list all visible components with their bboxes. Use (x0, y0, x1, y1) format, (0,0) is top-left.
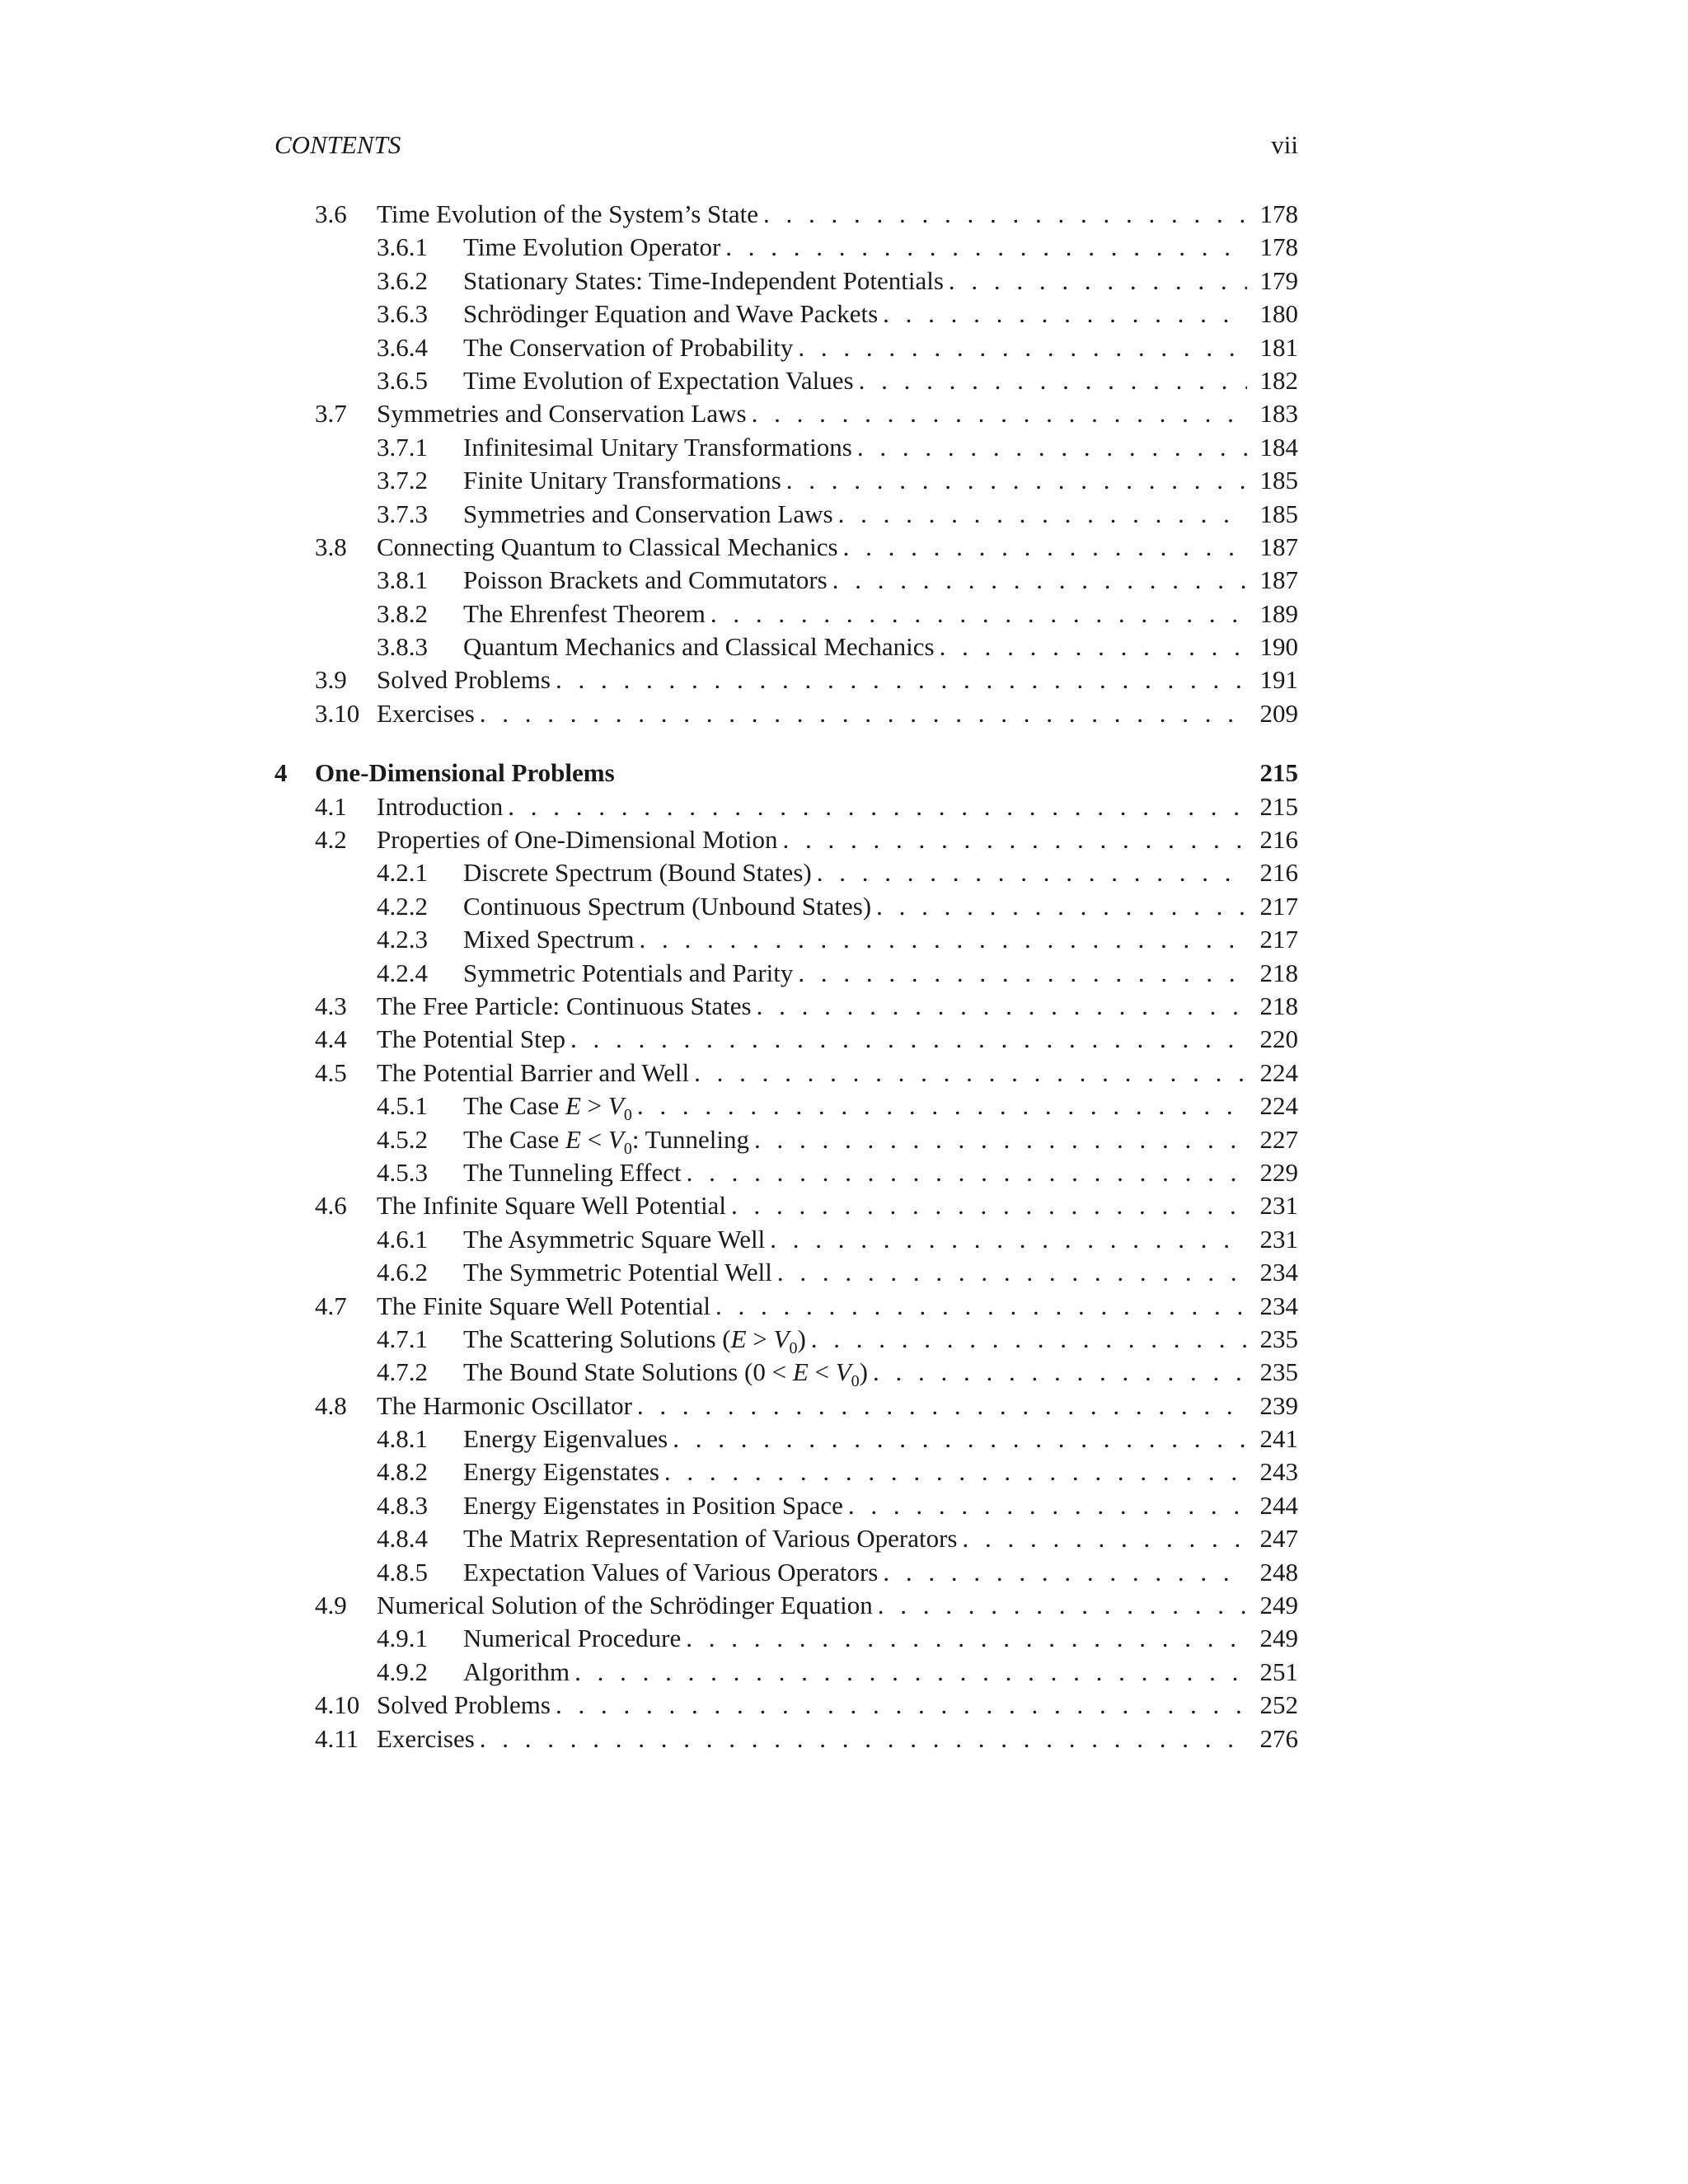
entry-number: 4.11 (315, 1723, 359, 1753)
entry-title (377, 697, 1247, 730)
toc-entry[interactable] (274, 856, 1298, 889)
table-of-contents (274, 198, 1298, 1755)
entry-page: 243 (1259, 1457, 1298, 1487)
entry-title (463, 630, 1247, 663)
entry-title-text: Exercises (377, 699, 480, 728)
entry-title (315, 757, 1247, 790)
toc-entry[interactable] (274, 1223, 1298, 1256)
entry-number: 4.9.1 (377, 1624, 428, 1653)
entry-title-text: The Potential Barrier and Well (377, 1058, 694, 1087)
entry-page: 235 (1259, 1324, 1298, 1353)
entry-title-text: Connecting Quantum to Classical Mechanics (377, 532, 843, 561)
entry-number: 4.7.2 (377, 1357, 428, 1387)
entry-title (463, 431, 1247, 464)
entry-title (463, 1256, 1247, 1289)
entry-page: 185 (1259, 499, 1298, 528)
entry-title-text: Infinitesimal Unitary Transformations (463, 433, 857, 462)
entry-title-text: Symmetries and Conservation Laws (463, 499, 838, 528)
entry-page: 182 (1259, 365, 1298, 395)
toc-entry[interactable] (274, 464, 1298, 497)
entry-page: 234 (1259, 1291, 1298, 1320)
toc-entry[interactable] (274, 1390, 1298, 1422)
entry-title-text: Symmetric Potentials and Parity (463, 958, 798, 987)
entry-title (377, 1722, 1247, 1755)
entry-page: 184 (1259, 432, 1298, 462)
entry-number: 4.3 (315, 991, 347, 1020)
entry-title (377, 1390, 1247, 1422)
entry-title-text: Time Evolution Operator (463, 232, 725, 261)
entry-number: 4.2.2 (377, 891, 428, 921)
entry-number: 3.9 (315, 665, 347, 695)
entry-page: 220 (1259, 1024, 1298, 1054)
entry-title-text: Solved Problems (377, 665, 556, 694)
entry-title (463, 298, 1247, 330)
entry-title (377, 823, 1247, 856)
running-title: CONTENTS (274, 130, 401, 159)
entry-page: 181 (1259, 332, 1298, 362)
entry-title-text: Symmetries and Conservation Laws (377, 399, 752, 428)
toc-entry[interactable] (274, 498, 1298, 531)
entry-number: 3.7 (315, 399, 347, 429)
entry-page: 229 (1259, 1157, 1298, 1187)
entry-title-text: The Free Particle: Continuous States (377, 991, 757, 1020)
entry-title-text: Time Evolution of the System’s State (377, 199, 763, 228)
entry-page: 190 (1259, 632, 1298, 662)
toc-entry[interactable] (274, 1622, 1298, 1655)
entry-number: 3.8 (315, 532, 347, 561)
entry-title-text: Expectation Values of Various Operators (463, 1558, 883, 1586)
entry-number: 3.6 (315, 199, 347, 228)
toc-entry[interactable] (274, 697, 1298, 730)
toc-entry[interactable] (274, 1455, 1298, 1488)
entry-title-text: The Harmonic Oscillator (377, 1391, 637, 1420)
toc-entry[interactable] (274, 564, 1298, 597)
entry-page: 276 (1259, 1723, 1298, 1753)
toc-entry[interactable] (274, 364, 1298, 397)
entry-title (377, 531, 1247, 564)
entry-number: 3.10 (315, 698, 360, 728)
entry-page: 209 (1259, 698, 1298, 728)
entry-number: 3.6.5 (377, 365, 428, 395)
toc-entry[interactable] (274, 198, 1298, 231)
entry-title-text: The Case $E > V_0$ (463, 1091, 637, 1120)
entry-title-text: Poisson Brackets and Commutators (463, 565, 832, 594)
entry-title-text: Schrödinger Equation and Wave Packets (463, 299, 883, 328)
entry-number: 4.10 (315, 1690, 360, 1720)
toc-entry[interactable] (274, 1656, 1298, 1689)
toc-entry[interactable] (274, 231, 1298, 264)
entry-number: 4.5.1 (377, 1091, 428, 1121)
toc-entry[interactable] (274, 1090, 1298, 1125)
page-header (274, 124, 1298, 165)
entry-page: 231 (1259, 1224, 1298, 1254)
entry-title (377, 397, 1247, 430)
toc-entry[interactable] (274, 1722, 1298, 1755)
entry-page: 234 (1259, 1258, 1298, 1287)
entry-title-text: Quantum Mechanics and Classical Mechanics (463, 632, 940, 661)
entry-title (377, 198, 1247, 231)
entry-number: 3.8.3 (377, 632, 428, 662)
entry-page: 191 (1259, 665, 1298, 695)
entry-page: 224 (1259, 1057, 1298, 1087)
entry-title-text: Finite Unitary Transformations (463, 466, 786, 494)
entry-title-text: Continuous Spectrum (Unbound States) (463, 892, 876, 921)
entry-title (377, 1290, 1247, 1323)
entry-number: 3.6.1 (377, 232, 428, 262)
entry-number: 4.9 (315, 1591, 347, 1620)
entry-page: 185 (1259, 466, 1298, 495)
toc-entry[interactable] (274, 431, 1298, 464)
toc-entry[interactable] (274, 1556, 1298, 1589)
toc-entry[interactable] (274, 331, 1298, 364)
entry-number: 4.7.1 (377, 1324, 428, 1353)
page-number: vii (1271, 130, 1298, 159)
entry-title (463, 564, 1247, 597)
entry-page: 187 (1259, 565, 1298, 595)
entry-title-text: The Bound State Solutions $(0 < E < V_0)$ (463, 1357, 873, 1386)
entry-title (463, 1522, 1247, 1555)
toc-entry[interactable] (274, 890, 1298, 923)
toc-entry[interactable] (274, 397, 1298, 430)
entry-number: 4.2.3 (377, 925, 428, 954)
entry-title-text: The Conservation of Probability (463, 333, 798, 362)
entry-number: 3.8.1 (377, 565, 428, 595)
entry-page: 218 (1259, 991, 1298, 1020)
entry-title (377, 1589, 1247, 1622)
toc-entry[interactable] (274, 990, 1298, 1023)
entry-number: 3.8.2 (377, 598, 428, 628)
entry-title-text: The Symmetric Potential Well (463, 1258, 777, 1286)
entry-title (463, 331, 1247, 364)
toc-entry[interactable] (274, 663, 1298, 696)
entry-page: 224 (1259, 1091, 1298, 1121)
entry-number: 4.6.1 (377, 1224, 428, 1254)
toc-entry[interactable] (274, 1057, 1298, 1090)
toc-entry[interactable] (274, 1256, 1298, 1289)
entry-number: 4 (274, 758, 288, 788)
toc-entry[interactable] (274, 923, 1298, 956)
toc-entry[interactable] (274, 1023, 1298, 1056)
toc-entry[interactable] (274, 298, 1298, 330)
toc-entry[interactable] (274, 1489, 1298, 1522)
entry-title-text: The Ehrenfest Theorem (463, 599, 710, 628)
toc-entry[interactable] (274, 790, 1298, 823)
entry-title (377, 1189, 1247, 1222)
entry-number: 4.2 (315, 825, 347, 855)
toc-entry[interactable] (274, 531, 1298, 564)
entry-page: 248 (1259, 1557, 1298, 1586)
entry-title-text: The Finite Square Well Potential (377, 1291, 715, 1320)
entry-title (463, 890, 1247, 923)
entry-number: 3.6.3 (377, 299, 428, 329)
entry-page: 249 (1259, 1591, 1298, 1620)
entry-page: 227 (1259, 1124, 1298, 1154)
toc-entry[interactable] (274, 823, 1298, 856)
entry-number: 3.7.1 (377, 432, 428, 462)
entry-page: 216 (1259, 858, 1298, 888)
entry-title-text: One-Dimensional Problems (315, 758, 620, 787)
entry-title (463, 1223, 1247, 1256)
entry-title (463, 1489, 1247, 1522)
entry-number: 4.7 (315, 1291, 347, 1320)
entry-title-text: The Tunneling Effect (463, 1158, 687, 1187)
entry-title-text: Exercises (377, 1724, 480, 1753)
entry-title (463, 598, 1247, 630)
entry-number: 4.8.1 (377, 1424, 428, 1454)
entry-number: 4.8.3 (377, 1490, 428, 1520)
entry-title (463, 464, 1247, 497)
entry-page: 244 (1259, 1490, 1298, 1520)
toc-entry[interactable] (274, 630, 1298, 663)
toc-entry[interactable] (274, 1123, 1298, 1156)
toc-chapter-entry[interactable] (274, 757, 1298, 790)
entry-page: 216 (1259, 825, 1298, 855)
entry-title-text: Mixed Spectrum (463, 925, 640, 954)
toc-entry[interactable] (274, 957, 1298, 990)
entry-title (463, 498, 1247, 531)
entry-title-text: The Potential Step (377, 1024, 570, 1053)
entry-number: 4.5.2 (377, 1124, 428, 1154)
entry-title (377, 1689, 1247, 1722)
entry-title (463, 923, 1247, 956)
toc-entry[interactable] (274, 1522, 1298, 1555)
entry-number: 4.1 (315, 791, 347, 821)
entry-title-text: Properties of One-Dimensional Motion (377, 825, 782, 854)
entry-title-text: Algorithm (463, 1657, 574, 1686)
entry-title-text: Solved Problems (377, 1690, 556, 1719)
entry-number: 4.8.2 (377, 1457, 428, 1487)
toc-entry[interactable] (274, 1323, 1298, 1356)
entry-title (463, 1622, 1247, 1655)
entry-title (377, 1057, 1247, 1090)
entry-page: 215 (1259, 791, 1298, 821)
entry-page: 231 (1259, 1191, 1298, 1221)
entry-page: 249 (1259, 1624, 1298, 1653)
entry-page: 241 (1259, 1424, 1298, 1454)
entry-title-text: The Infinite Square Well Potential (377, 1191, 731, 1220)
entry-number: 4.8.4 (377, 1524, 428, 1554)
entry-title (463, 957, 1247, 990)
entry-page: 252 (1259, 1690, 1298, 1720)
entry-title (463, 1556, 1247, 1589)
entry-title-text: The Asymmetric Square Well (463, 1225, 770, 1254)
entry-title-text: The Matrix Representation of Various Operators (463, 1524, 962, 1553)
entry-title-text: Introduction (377, 792, 508, 821)
entry-title (377, 663, 1247, 696)
entry-number: 4.4 (315, 1024, 347, 1054)
entry-title-text: The Case $E < V_0$: Tunneling (463, 1125, 754, 1154)
entry-title (463, 265, 1247, 298)
entry-title (377, 990, 1247, 1023)
entry-page: 180 (1259, 299, 1298, 329)
entry-page: 218 (1259, 958, 1298, 987)
entry-number: 3.7.3 (377, 499, 428, 528)
toc-entry[interactable] (274, 1156, 1298, 1189)
entry-page: 247 (1259, 1524, 1298, 1554)
entry-number: 3.6.2 (377, 265, 428, 295)
entry-number: 4.8 (315, 1390, 347, 1420)
entry-title-text: Time Evolution of Expectation Values (463, 366, 859, 395)
entry-number: 4.5.3 (377, 1157, 428, 1187)
entry-number: 4.6 (315, 1191, 347, 1221)
entry-page: 178 (1259, 232, 1298, 262)
toc-entry[interactable] (274, 1689, 1298, 1722)
entry-title-text: Stationary States: Time-Independent Potentials (463, 266, 949, 295)
entry-number: 4.9.2 (377, 1657, 428, 1686)
entry-title-text: Discrete Spectrum (Bound States) (463, 858, 817, 887)
entry-title-text: Energy Eigenvalues (463, 1424, 673, 1453)
entry-number: 4.6.2 (377, 1258, 428, 1287)
entry-number: 4.2.1 (377, 858, 428, 888)
entry-page: 235 (1259, 1357, 1298, 1387)
entry-title (463, 1422, 1247, 1455)
toc-entry[interactable] (274, 598, 1298, 630)
entry-title (463, 1455, 1247, 1488)
entry-number: 3.7.2 (377, 466, 428, 495)
entry-page: 215 (1259, 758, 1298, 788)
entry-number: 4.2.4 (377, 958, 428, 987)
entry-title-text: The Scattering Solutions $(E > V_0)$ (463, 1324, 811, 1353)
entry-number: 3.6.4 (377, 332, 428, 362)
entry-title-text: Energy Eigenstates in Position Space (463, 1491, 848, 1520)
entry-number: 4.8.5 (377, 1557, 428, 1586)
entry-title (463, 364, 1247, 397)
toc-entry[interactable] (274, 1422, 1298, 1455)
entry-title (377, 790, 1247, 823)
entry-title-text: Numerical Solution of the Schrödinger Equation (377, 1591, 878, 1619)
entry-page: 187 (1259, 532, 1298, 561)
entry-page: 178 (1259, 199, 1298, 228)
entry-page: 217 (1259, 925, 1298, 954)
entry-title-text: Energy Eigenstates (463, 1457, 664, 1486)
entry-title-text: Numerical Procedure (463, 1624, 686, 1652)
entry-page: 183 (1259, 399, 1298, 429)
toc-entry[interactable] (274, 1290, 1298, 1323)
toc-entry[interactable] (274, 265, 1298, 298)
toc-entry[interactable] (274, 1189, 1298, 1222)
entry-title (377, 1023, 1247, 1056)
toc-entry[interactable] (274, 1356, 1298, 1389)
entry-title (463, 231, 1247, 264)
entry-page: 239 (1259, 1390, 1298, 1420)
entry-title (463, 1156, 1247, 1189)
entry-page: 179 (1259, 265, 1298, 295)
toc-entry[interactable] (274, 1589, 1298, 1622)
entry-page: 189 (1259, 598, 1298, 628)
entry-page: 251 (1259, 1657, 1298, 1686)
entry-title (463, 1656, 1247, 1689)
entry-page: 217 (1259, 891, 1298, 921)
entry-title (463, 856, 1247, 889)
entry-number: 4.5 (315, 1057, 347, 1087)
